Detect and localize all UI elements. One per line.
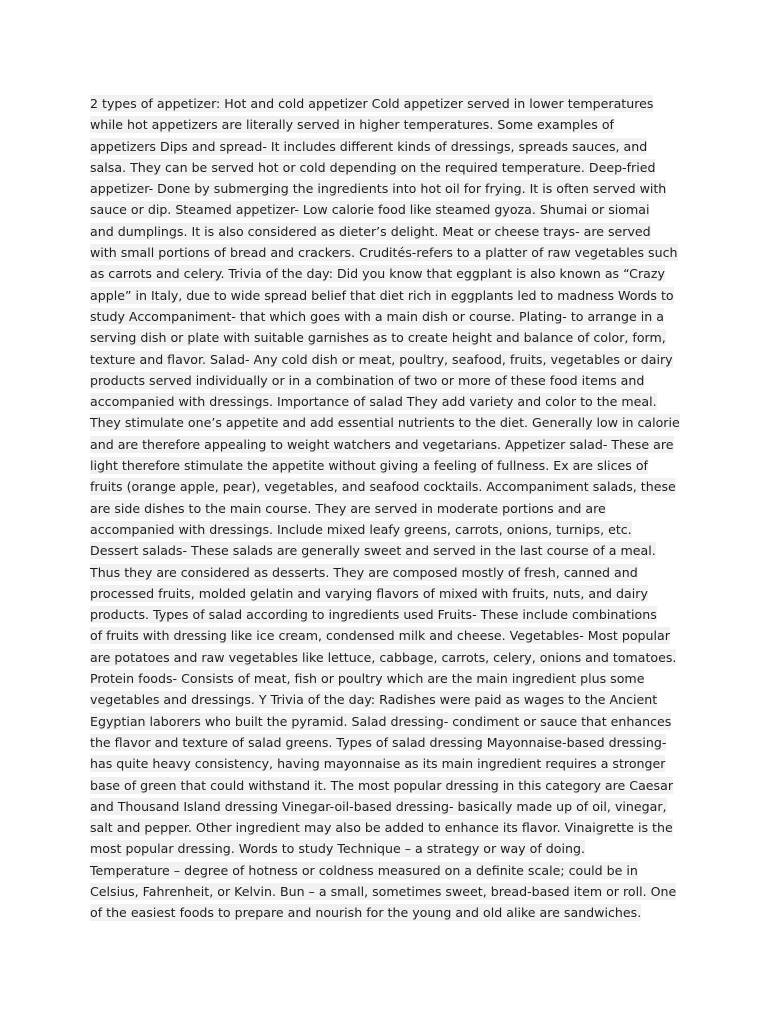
text-line-content: base of green that could withstand it. The most popular dressing in this category are Caesar [90, 777, 674, 793]
text-line-content: texture and flavor. Salad- Any cold dish or meat, poultry, seafood, fruits, vegetables or dairy [90, 351, 673, 367]
text-line [90, 817, 680, 838]
text-line-content: salsa. They can be served hot or cold depending on the required temperature. Deep-fried [90, 159, 656, 175]
text-line [90, 604, 680, 625]
text-line-content: fruits (orange apple, pear), vegetables, and seafood cocktails. Accompaniment salads, these [90, 479, 676, 495]
text-line [90, 370, 680, 391]
text-line [90, 689, 680, 710]
text-line-content: Egyptian laborers who built the pyramid. Salad dressing- condiment or sauce that enhances [90, 713, 672, 729]
text-line-content: as carrots and celery. Trivia of the day: Did you know that eggplant is also known as “Crazy [90, 266, 665, 282]
text-line [90, 434, 680, 455]
text-line [90, 540, 680, 561]
text-line [90, 838, 680, 859]
text-line [90, 881, 680, 902]
text-line [90, 498, 680, 519]
text-line [90, 93, 680, 114]
text-line-content: 2 types of appetizer: Hot and cold appetizer Cold appetizer served in lower temperatures [90, 96, 654, 111]
text-line-content: products served individually or in a combination of two or more of these food items and [90, 372, 645, 388]
text-line [90, 668, 680, 689]
text-line-content: They stimulate one’s appetite and add essential nutrients to the diet. Generally low in calorie [90, 415, 680, 431]
text-line-content: products. Types of salad according to ingredients used Fruits- These include combinations [90, 607, 657, 623]
text-line-content: appetizers Dips and spread- It includes different kinds of dressings, spreads sauces, and [90, 138, 648, 154]
text-line [90, 455, 680, 476]
text-line-content: light therefore stimulate the appetite without giving a feeling of fullness. Ex are slices of [90, 458, 648, 474]
text-line-content: are potatoes and raw vegetables like lettuce, cabbage, carrots, celery, onions and tomatoes. [90, 649, 677, 665]
text-line [90, 327, 680, 348]
text-line-content: while hot appetizers are literally served in higher temperatures. Some examples of [90, 117, 614, 133]
text-line [90, 221, 680, 242]
text-line-content: are side dishes to the main course. They are served in moderate portions and are [90, 500, 606, 516]
text-line [90, 753, 680, 774]
body-text [90, 93, 680, 924]
text-line [90, 583, 680, 604]
text-line [90, 796, 680, 817]
text-line-content: has quite heavy consistency, having mayonnaise as its main ingredient requires a stronger [90, 756, 666, 772]
text-line-content: appetizer- Done by submerging the ingredients into hot oil for frying. It is often served with [90, 181, 667, 197]
text-line-content: Temperature – degree of hotness or coldness measured on a definite scale; could be in [90, 862, 638, 878]
text-line-content: accompanied with dressings. Include mixed leafy greens, carrots, onions, turnips, etc. [90, 521, 632, 537]
text-line [90, 860, 680, 881]
text-line [90, 285, 680, 306]
text-line-content: Dessert salads- These salads are generally sweet and served in the last course of a meal. [90, 543, 656, 559]
text-line [90, 349, 680, 370]
text-line [90, 306, 680, 327]
text-line-content: the flavor and texture of salad greens. Types of salad dressing Mayonnaise-based dressing- [90, 734, 667, 750]
text-line-content: processed fruits, molded gelatin and varying flavors of mixed with fruits, nuts, and dairy [90, 585, 648, 601]
text-line-content: Celsius, Fahrenheit, or Kelvin. Bun – a small, sometimes sweet, bread-based item or roll. One [90, 883, 677, 899]
text-line [90, 711, 680, 732]
text-line [90, 178, 680, 199]
text-line [90, 562, 680, 583]
text-line-content: apple” in Italy, due to wide spread belief that diet rich in eggplants led to madness Words to [90, 287, 674, 303]
text-line-content: and dumplings. It is also considered as dieter’s delight. Meat or cheese trays- are served [90, 223, 651, 239]
text-line-content: study Accompaniment- that which goes with a main dish or course. Plating- to arrange in a [90, 308, 664, 324]
text-line [90, 775, 680, 796]
text-line [90, 157, 680, 178]
text-line [90, 263, 680, 284]
text-line [90, 902, 680, 923]
text-line [90, 519, 680, 540]
text-line [90, 136, 680, 157]
text-line-content: Thus they are considered as desserts. They are composed mostly of fresh, canned and [90, 564, 638, 580]
text-line-content: most popular dressing. Words to study Technique – a strategy or way of doing. [90, 841, 585, 857]
text-line-content: and Thousand Island dressing Vinegar-oil-based dressing- basically made up of oil, vinegar, [90, 798, 667, 814]
text-line [90, 242, 680, 263]
text-line-content: serving dish or plate with suitable garnishes as to create height and balance of color, form, [90, 330, 666, 346]
text-line [90, 625, 680, 646]
text-line [90, 476, 680, 497]
text-line [90, 199, 680, 220]
text-line-content: salt and pepper. Other ingredient may also be added to enhance its flavor. Vinaigrette is the [90, 820, 673, 836]
text-line [90, 732, 680, 753]
text-line [90, 647, 680, 668]
text-line-content: sauce or dip. Steamed appetizer- Low calorie food like steamed gyoza. Shumai or siomai [90, 202, 650, 218]
text-line-content: Protein foods- Consists of meat, fish or poultry which are the main ingredient plus some [90, 671, 645, 687]
text-line [90, 391, 680, 412]
text-line-content: vegetables and dressings. Y Trivia of the day: Radishes were paid as wages to the Ancient [90, 692, 658, 708]
text-line-content: and are therefore appealing to weight watchers and vegetarians. Appetizer salad- These are [90, 436, 674, 452]
text-line-content: of fruits with dressing like ice cream, condensed milk and cheese. Vegetables- Most popular [90, 628, 670, 644]
text-line [90, 114, 680, 135]
text-line [90, 412, 680, 433]
text-line-content: with small portions of bread and crackers. Crudités-refers to a platter of raw vegetables such [90, 245, 678, 261]
text-line-content: accompanied with dressings. Importance of salad They add variety and color to the meal. [90, 394, 657, 410]
text-line-content: of the easiest foods to prepare and nourish for the young and old alike are sandwiches. [90, 905, 642, 921]
